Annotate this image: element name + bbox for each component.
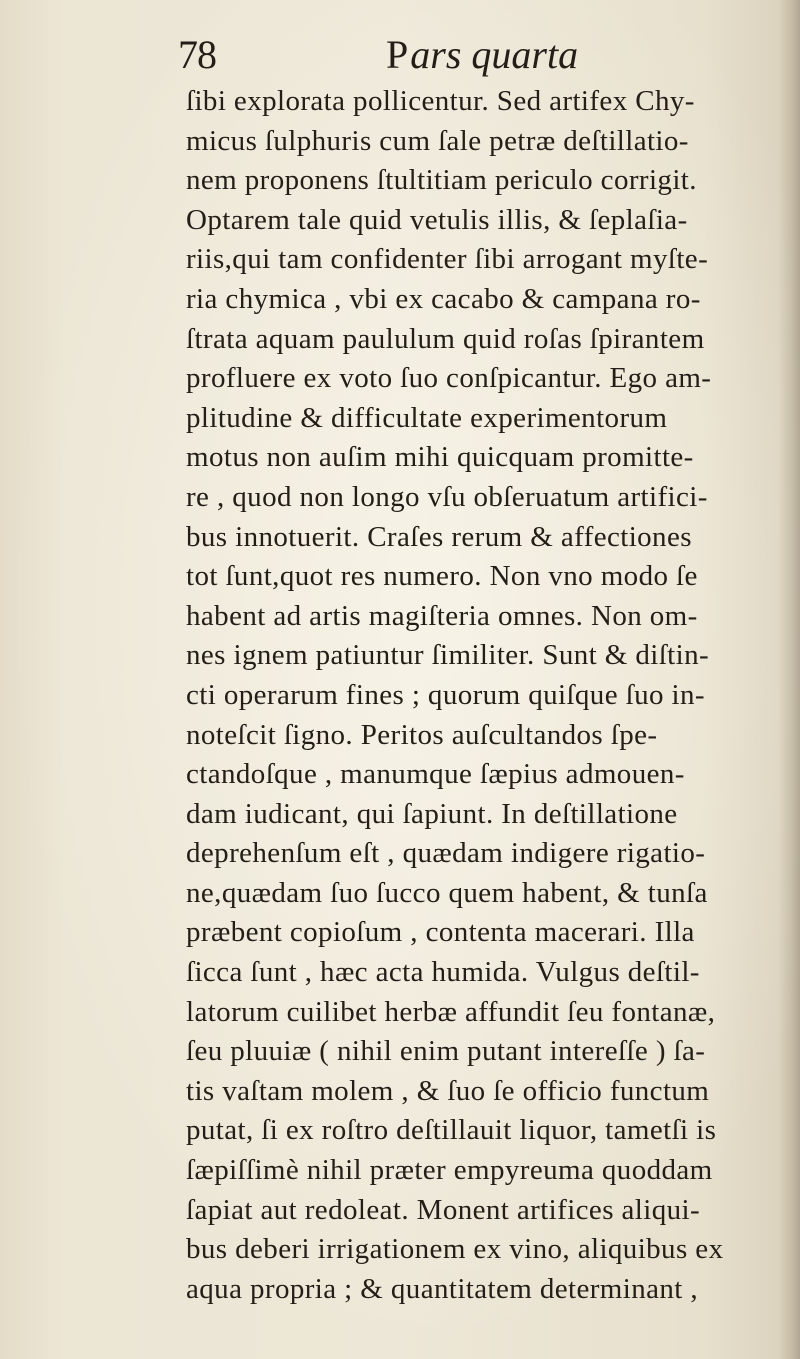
page-number: 78 — [178, 32, 216, 77]
text-line: Optarem tale quid vetulis illis, & ſeplaſia- — [186, 203, 688, 236]
running-head — [386, 30, 578, 80]
text-line: ſeu pluuiæ ( nihil enim putant intereſſe ) ſa- — [186, 1035, 706, 1068]
text-line: ria chymica , vbi ex cacabo & campana ro- — [186, 282, 701, 315]
text-line: habent ad artis magiſteria omnes. Non om- — [186, 599, 698, 632]
text-line: latorum cuilibet herbæ affundit ſeu fontanæ, — [186, 995, 716, 1028]
text-line: tis vaſtam molem , & ſuo ſe officio functum — [186, 1074, 710, 1107]
body-text — [186, 82, 786, 1309]
running-head-initial: P — [386, 32, 409, 77]
text-line: ctandoſque , manumque ſæpius admouen- — [186, 758, 685, 791]
text-line: ſicca ſunt , hæc acta humida. Vulgus deſtil- — [186, 956, 700, 989]
page-header — [178, 30, 778, 80]
text-line: præbent copioſum , contenta macerari. Illa — [186, 916, 695, 949]
text-line: aqua propria ; & quantitatem determinant , — [186, 1272, 699, 1305]
text-line: ſibi explorata pollicentur. Sed artifex Chy- — [186, 85, 695, 117]
text-line: ne,quædam ſuo ſucco quem habent, & tunſa — [186, 876, 708, 909]
text-line: ſtrata aquam paululum quid roſas ſpirantem — [186, 322, 705, 355]
text-line: nes ignem patiuntur ſimiliter. Sunt & diſtin- — [186, 639, 710, 672]
text-line: plitudine & difficultate experimentorum — [186, 401, 668, 434]
running-head-rest: ars quarta — [410, 32, 579, 77]
text-line: putat, ſi ex roſtro deſtillauit liquor, tametſi is — [186, 1114, 717, 1147]
text-line: ſapiat aut redoleat. Monent artifices aliqui- — [186, 1193, 701, 1226]
text-line: deprehenſum eſt , quædam indigere rigatio- — [186, 837, 706, 870]
text-line: dam iudicant, qui ſapiunt. In deſtillatione — [186, 797, 678, 830]
text-line: profluere ex voto ſuo conſpicantur. Ego am- — [186, 362, 712, 395]
text-line: micus ſulphuris cum ſale petræ deſtillatio- — [186, 124, 689, 157]
text-line: re , quod non longo vſu obſeruatum artifici- — [186, 480, 708, 513]
text-line: riis,qui tam confidenter ſibi arrogant myſte- — [186, 243, 709, 276]
text-line: tot ſunt,quot res numero. Non vno modo ſe — [186, 560, 698, 593]
text-line: motus non auſim mihi quicquam promitte- — [186, 441, 694, 474]
text-line: bus innotuerit. Craſes rerum & affectiones — [186, 520, 692, 553]
text-line: noteſcit ſigno. Peritos auſcultandos ſpe- — [186, 718, 658, 751]
text-line: nem proponens ſtultitiam periculo corrigit. — [186, 164, 697, 197]
text-line: cti operarum fines ; quorum quiſque ſuo in- — [186, 678, 705, 711]
text-line: ſæpiſſimè nihil præter empyreuma quoddam — [186, 1154, 713, 1187]
text-line: bus deberi irrigationem ex vino, aliquibus ex — [186, 1233, 724, 1266]
